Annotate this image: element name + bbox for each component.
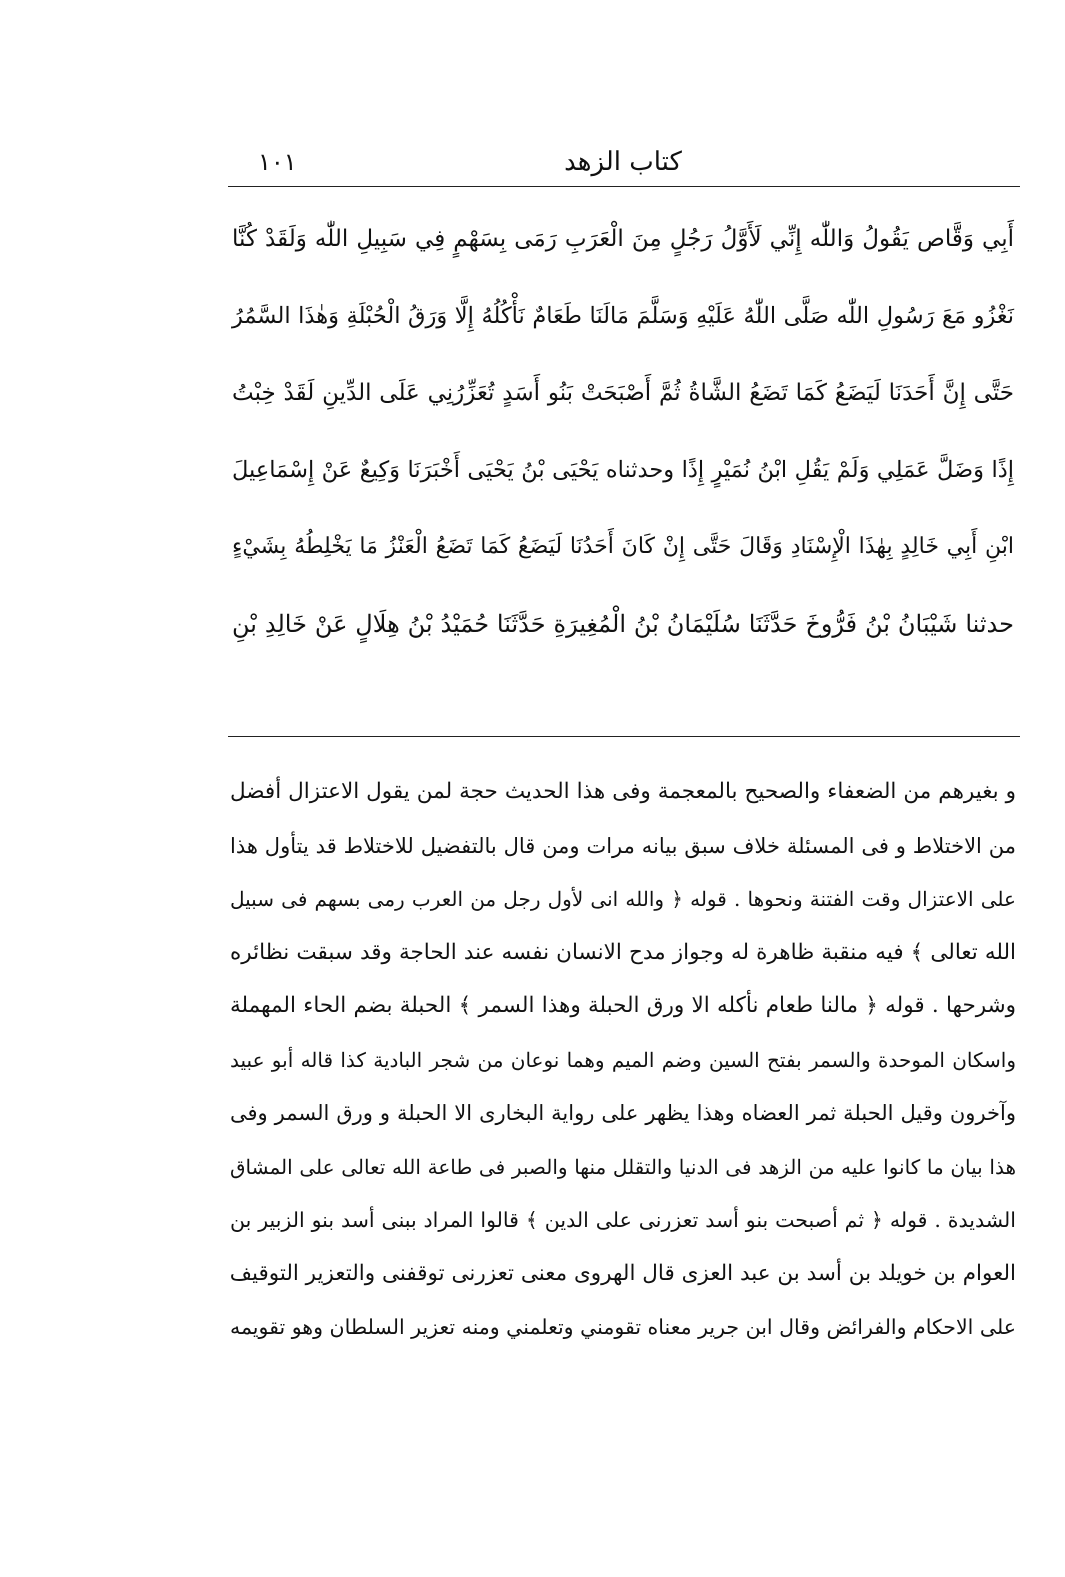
commentary-line-1: و بغيرهم من الضعفاء والصحيح بالمعجمة وفى هذا الحديث حجة لمن يقول الاعتزال أفضل (230, 779, 1016, 804)
hadith-line-4: إِذًا وَضَلَّ عَمَلِي وَلَمْ يَقُلِ ابْنُ نُمَيْرٍ إِذًا وحدثناه يَحْيَى بْنُ يَحْيَى أَخْبَرَنَا وَكِيعٌ عَنْ إِسْمَاعِيلَ (232, 457, 1014, 483)
commentary-line-8: هذا بيان ما كانوا عليه من الزهد فى الدنيا والتقلل منها والصبر فى طاعة الله تعالى على المشاق (230, 1154, 1016, 1179)
hadith-line-1: أَبِي وَقَّاص يَقُولُ وَاللّٰه إِنِّي لَأَوَّلُ رَجُلٍ مِنَ الْعَرَبِ رَمَى بِسَهْمٍ فِي سَبِيلِ اللّٰه وَلَقَدْ كُنَّا (232, 226, 1014, 252)
commentary-line-7: وآخرون وقيل الحبلة ثمر العضاه وهذا يظهر على رواية البخارى الا الحبلة و ورق السمر وفى (230, 1101, 1016, 1125)
commentary-line-3: على الاعتزال وقت الفتنة ونحوها . قوله ﴿ والله انى لأول رجل من العرب رمى بسهم فى سبيل (230, 887, 1016, 911)
book-title: كتاب الزهد (564, 147, 682, 177)
hadith-line-5: ابْنِ أَبِي خَالِدٍ بِهٰذَا الْإِسْنَادِ وَقَالَ حَتَّى إِنْ كَانَ أَحَدُنَا لَيَضَعُ كَمَا تَضَعُ الْعَنْزُ مَا يَخْلِطُهُ بِشَيْءٍ (232, 534, 1014, 559)
hadith-line-3: حَتَّى إِنَّ أَحَدَنَا لَيَضَعُ كَمَا تَضَعُ الشَّاةُ ثُمَّ أَصْبَحَتْ بَنُو أَسَدٍ تُعَزِّرُنِي عَلَى الدِّينِ لَقَدْ خِبْتُ (232, 380, 1014, 406)
commentary-line-5: وشرحها . قوله ﴿ مالنا طعام نأكله الا ورق الحبلة وهذا السمر ﴾ الحبلة بضم الحاء المهملة (230, 993, 1016, 1018)
commentary-line-4: الله تعالى ﴾ فيه منقبة ظاهرة له وجواز مدح الانسان نفسه عند الحاجة وقد سبقت نظائره (230, 939, 1016, 965)
commentary-line-10: العوام بن خويلد بن أسد بن عبد العزى قال الهروى معنى تعزرنى توقفنى والتعزير التوقيف (229, 1260, 1016, 1286)
page-number: ١٠١ (258, 148, 297, 176)
section-divider (228, 736, 1020, 737)
hadith-line-6: حدثنا شَيْبَانُ بْنُ فَرُّوخَ حَدَّثَنَا سُلَيْمَانُ بْنُ الْمُغِيرَةِ حَدَّثَنَا حُمَيْدُ بْنُ هِلَالٍ عَنْ خَالِدِ بْنِ (232, 610, 1014, 638)
commentary-line-11: على الاحكام والفرائض وقال ابن جرير معناه تقومني وتعلمني ومنه تعزير السلطان وهو تقويمه (229, 1315, 1016, 1339)
commentary-text (230, 770, 1016, 1359)
commentary-line-9: الشديدة . قوله ﴿ ثم أصبحت بنو أسد تعزرنى على الدين ﴾ قالوا المراد ببنى أسد بنو الزبير بن (230, 1208, 1016, 1232)
header-rule (228, 186, 1020, 187)
commentary-line-6: واسكان الموحدة والسمر بفتح السين وضم الميم وهما نوعان من شجر البادية كذا قاله أبو عبيد (230, 1047, 1016, 1072)
commentary-line-2: من الاختلاط و فى المسئلة خلاف سبق بيانه مرات ومن قال بالتفضيل للاختلاط قد يتأول هذا (230, 833, 1016, 858)
hadith-text (232, 210, 1014, 672)
hadith-line-2: نَغْزُو مَعَ رَسُولِ اللّٰه صَلَّى اللّٰهُ عَلَيْهِ وَسَلَّمَ مَالَنَا طَعَامٌ نَأْكُلُهُ إِلَّا وَرَقُ الْحُبْلَةِ وَهٰذَا السَّمُرُ (232, 303, 1014, 329)
running-header (228, 142, 1018, 182)
